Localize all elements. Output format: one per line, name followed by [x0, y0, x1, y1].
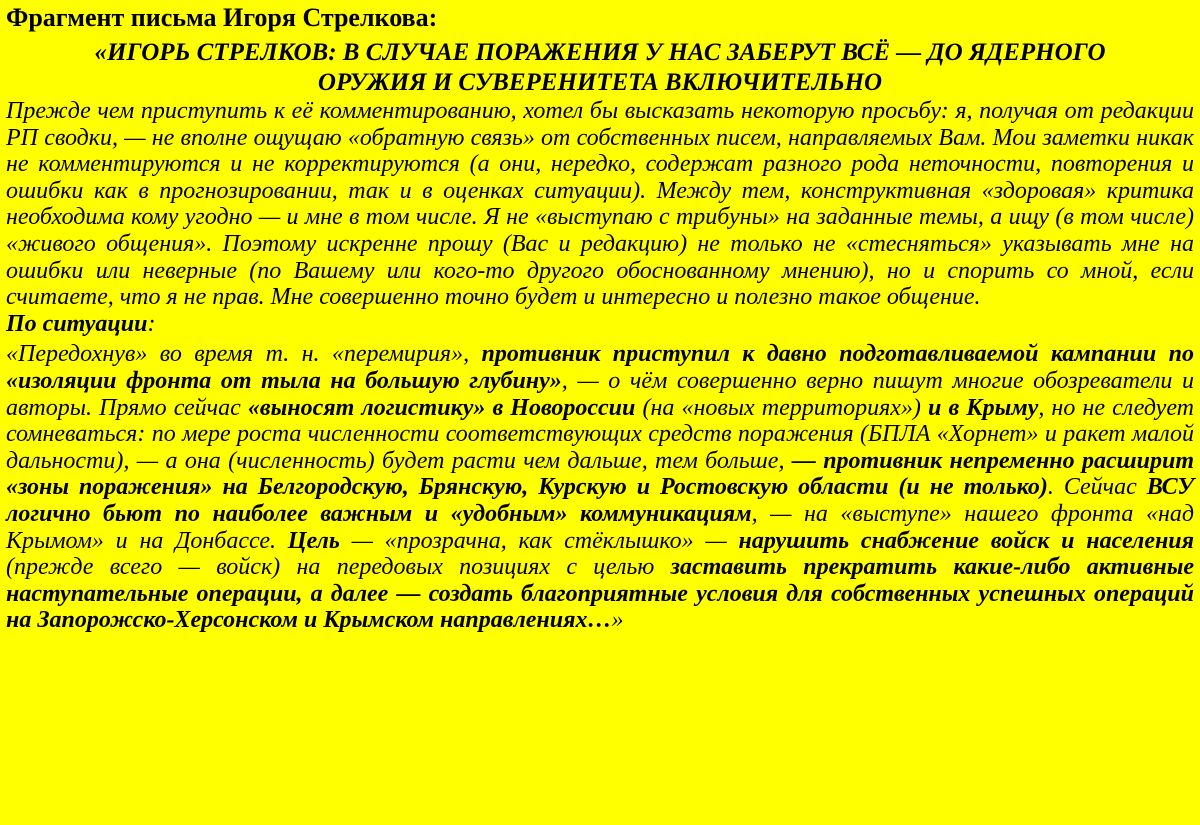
body-text-segment: , но не следует сомневаться: по мере роста численности соответствующих средств поражения (БПЛА «Хорнет» и ракет малой дальности), — а она (численность) будет расти чем дальше, тем больше, [6, 394, 1195, 474]
section-label-text: По ситуации [6, 310, 148, 337]
body-emphasis-segment: Цель [287, 527, 340, 554]
body-text-segment: — «прозрачна, как стёклышко» — [339, 527, 739, 554]
body-emphasis-segment: нарушить снабжение войск и населения [738, 527, 1195, 554]
body-text-segment: » [611, 607, 624, 634]
article-title-line-2: ОРУЖИЯ И СУВЕРЕНИТЕТА ВКЛЮЧИТЕЛЬНО [317, 69, 883, 96]
letter-heading: Фрагмент письма Игоря Стрелкова: [6, 3, 438, 32]
body-text-segment: «Передохнув» во время т. н. «перемирия», [6, 341, 482, 368]
intro-paragraph: Прежде чем приступить к её комментированию, хотел бы высказать некоторую просьбу: я, получая от редакции РП сводки, — не вполне ощущаю «обратную связь» от собственных писем, направляемых Вам. Мои заметки никак не комментируются и не корректируются (а они, нередко, содержат разного рода неточности, повторения и ошибки как в прогнозировании, так и в оценках ситуации). Между тем, конструктивная «здоровая» критика необходима кому угодно — и мне в том числе. Я не «выступаю с трибуны» на заданные темы, а ищу (в том числе) «живого общения». Поэтому искренне прошу (Вас и редакцию) не только не «стесняться» указывать мне на ошибки или неверные (по Вашему или кого-то другого обоснованному мнению), но и спорить со мной, если считаете, что я не прав. Мне совершенно точно будет и интересно и полезно такое общение. [6, 98, 1194, 311]
body-text-segment: , — о чём совершенно верно пишут многие обозреватели и авторы. Прямо сейчас [6, 367, 1195, 421]
section-label-colon: : [147, 310, 156, 337]
body-text-segment: (прежде всего — войск) на передовых позициях с целью [6, 554, 671, 581]
body-text-segment: . Сейчас [1047, 474, 1147, 501]
body-emphasis-segment: заставить прекратить какие-либо активные наступательные операции, а далее — создать благоприятные условия для собственных успешных операций на Запорожско-Херсонском и Крымском направлениях… [6, 554, 1194, 634]
body-paragraph [6, 341, 1194, 634]
body-emphasis-segment: «выносят логистику» в Новороссии [247, 394, 636, 421]
body-emphasis-segment: ВСУ логично бьют по наиболее важным и «удобным» коммуникациям [6, 474, 1194, 527]
body-emphasis-segment: и в Крыму [928, 394, 1039, 421]
article-title-line-1: «ИГОРЬ СТРЕЛКОВ: В СЛУЧАЕ ПОРАЖЕНИЯ У НАС ЗАБЕРУТ ВСЁ — ДО ЯДЕРНОГО [94, 39, 1106, 66]
section-label [6, 311, 1194, 338]
body-emphasis-segment: противник приступил к давно подготавливаемой кампании по «изоляции фронта от тыла на большую глубину» [6, 341, 1194, 394]
body-text-segment: (на «новых территориях») [635, 394, 929, 421]
body-emphasis-segment: — противник непременно расширит «зоны поражения» на Белгородскую, Брянскую, Курскую и Ростовскую области (и не только) [6, 447, 1194, 501]
article-title [36, 38, 1164, 98]
body-text-segment: , — на «выступе» нашего фронта «над Крымом» и на Донбассе. [6, 500, 1195, 554]
